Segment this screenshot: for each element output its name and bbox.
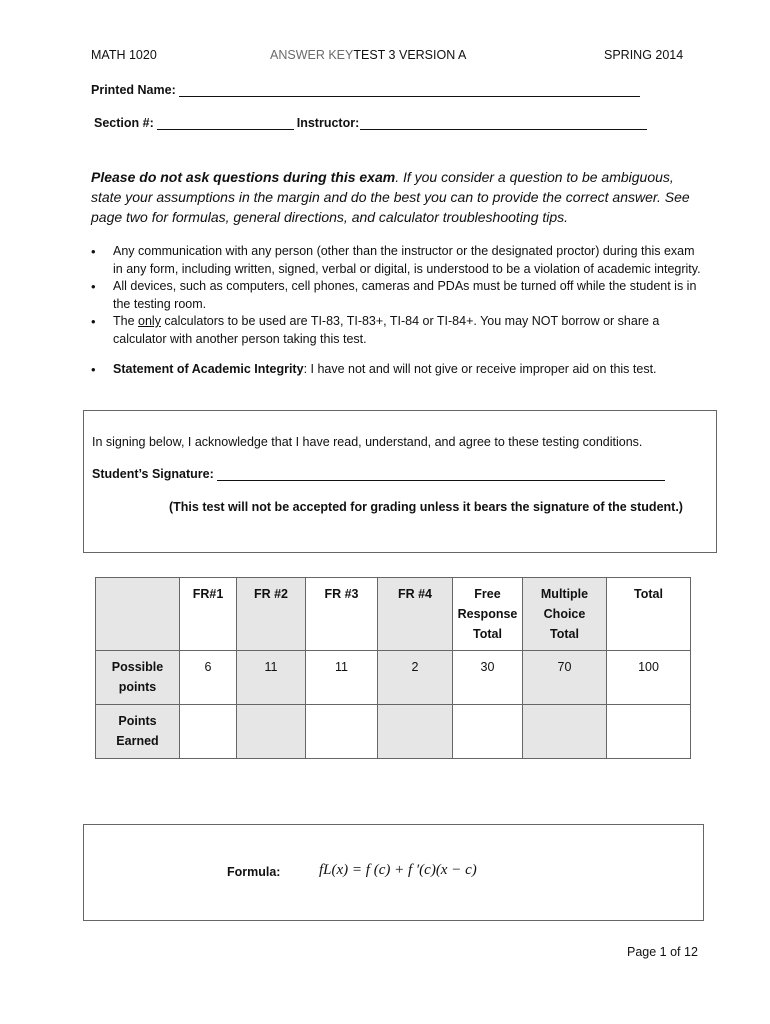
printed-name-row — [91, 83, 640, 97]
col-multiple-choice-total: Multiple Choice Total — [523, 578, 607, 651]
printed-name-label: Printed Name: — [91, 83, 176, 97]
col-fr3: FR #3 — [306, 578, 378, 651]
section-line[interactable] — [157, 118, 294, 130]
test-title — [270, 48, 466, 62]
formula-label: Formula: — [227, 865, 281, 879]
instructor-line[interactable] — [360, 118, 647, 130]
integrity-text: : I have not and will not give or receive improper aid on this test. — [303, 362, 657, 376]
signature-label: Student’s Signature: — [92, 467, 214, 481]
possible-total: 100 — [607, 651, 691, 705]
course-code: MATH 1020 — [91, 48, 157, 62]
signature-row — [92, 467, 665, 481]
rule-communication: • Any communication with any person (other than the instructor or the designated proctor) during this exam in any form, including written, signed, verbal or digital, is understood to be a violation of academic integrity. — [91, 243, 701, 278]
rule-integrity — [91, 361, 701, 379]
score-table — [95, 577, 691, 759]
earned-fr2[interactable] — [237, 705, 306, 759]
table-corner-cell — [96, 578, 180, 651]
test-version: TEST 3 VERSION A — [353, 48, 467, 62]
possible-fr3: 11 — [306, 651, 378, 705]
possible-fr2: 11 — [237, 651, 306, 705]
term: SPRING 2014 — [604, 48, 684, 62]
rule-calc-pre: The — [113, 314, 139, 328]
signature-note: (This test will not be accepted for grading unless it bears the signature of the student.) — [169, 500, 683, 514]
answer-key-label: ANSWER KEY — [270, 48, 354, 62]
earned-multiple-choice-total[interactable] — [523, 705, 607, 759]
possible-fr1: 6 — [180, 651, 237, 705]
printed-name-line[interactable] — [179, 85, 640, 97]
col-free-response-total: Free Response Total — [453, 578, 523, 651]
earned-fr4[interactable] — [378, 705, 453, 759]
row-label-earned: Points Earned — [96, 705, 180, 759]
signature-line[interactable] — [217, 469, 665, 481]
page-number: Page 1 of 12 — [627, 945, 698, 959]
signature-box — [83, 410, 717, 553]
col-total: Total — [607, 578, 691, 651]
instructions-paragraph — [91, 167, 701, 227]
integrity-label: Statement of Academic Integrity — [113, 362, 304, 376]
col-fr1: FR#1 — [180, 578, 237, 651]
instructions-emphasis: Please do not ask questions during this exam — [91, 169, 396, 185]
formula-expression: fL(x) = f (c) + f ′(c)(x − c) — [319, 862, 477, 878]
section-label: Section #: — [94, 116, 154, 130]
rule-calc-post: calculators to be used are TI-83, TI-83+, TI-84 or TI-84+. You may NOT borrow or share a calculator with another person taking this test. — [113, 314, 660, 346]
table-header-row — [96, 578, 691, 651]
earned-total[interactable] — [607, 705, 691, 759]
rule-calculators — [91, 313, 701, 348]
formula-box — [83, 824, 704, 921]
rule-calc-only: only — [138, 314, 161, 328]
table-row-earned — [96, 705, 691, 759]
instructor-label: Instructor: — [296, 116, 360, 130]
col-fr2: FR #2 — [237, 578, 306, 651]
earned-fr3[interactable] — [306, 705, 378, 759]
section-instructor-row — [94, 116, 647, 130]
row-label-possible: Possible points — [96, 651, 180, 705]
col-fr4: FR #4 — [378, 578, 453, 651]
rule-devices: • All devices, such as computers, cell phones, cameras and PDAs must be turned off while the student is in the testing room. — [91, 278, 701, 313]
earned-fr1[interactable] — [180, 705, 237, 759]
possible-fr4: 2 — [378, 651, 453, 705]
acknowledgement-text: In signing below, I acknowledge that I have read, understand, and agree to these testing conditions. — [92, 435, 643, 449]
rules-list — [91, 243, 701, 379]
possible-multiple-choice-total: 70 — [523, 651, 607, 705]
instructions-text: . If you consider a question to be ambiguous, state your assumptions in the margin and do the best you can to provide the correct answer. See page two for formulas, general directions, and calculator troubleshooting tips. — [91, 169, 690, 225]
earned-free-response-total[interactable] — [453, 705, 523, 759]
table-row-possible — [96, 651, 691, 705]
possible-free-response-total: 30 — [453, 651, 523, 705]
